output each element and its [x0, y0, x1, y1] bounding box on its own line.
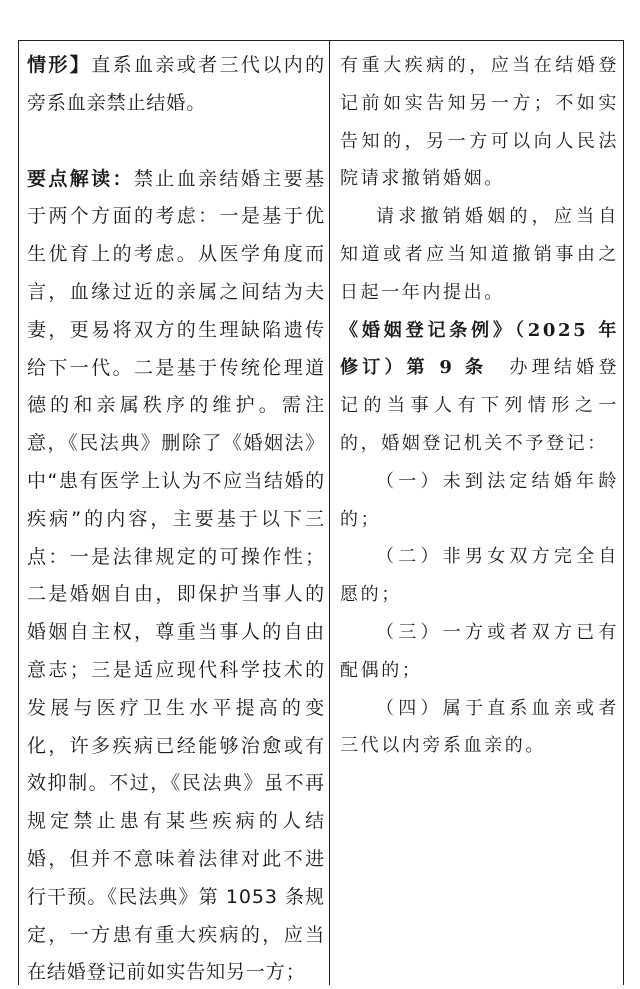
left-p1-heading: 情形】 — [27, 54, 92, 76]
list-item: （一）未到法定结婚年龄的； — [340, 470, 619, 530]
left-paragraph-2 — [27, 161, 325, 985]
right-column — [330, 41, 623, 985]
content-table — [18, 40, 624, 985]
left-paragraph-1 — [27, 47, 325, 123]
right-p3-heading: 《婚姻登记条例》（2025 年修订）第 9 条 — [340, 319, 619, 379]
left-p2-heading: 要点解读： — [27, 167, 134, 190]
list-item: （二）非男女双方完全自愿的； — [340, 546, 619, 606]
right-paragraph-2: 请求撤销婚姻的，应当自知道或者应当知道撤销事由之日起一年内提出。 — [340, 206, 619, 303]
right-p3-text: 办理结婚登记的当事人有下列情形之一的，婚姻登记机关不予登记： — [340, 357, 620, 454]
list-item: （三）一方或者双方已有配偶的； — [340, 621, 619, 681]
right-paragraph-1: 有重大疾病的，应当在结婚登记前如实告知另一方；不如实告知的，另一方可以向人民法院请求撤销婚姻。 — [340, 55, 619, 190]
left-p1-text: 直系血亲或者三代以内的旁系血亲禁止结婚。 — [27, 54, 326, 114]
left-p2-text: 禁止血亲结婚主要基于两个方面的考虑：一是基于优生优育上的考虑。从医学角度而言，血缘过近的亲属之间结为夫妻，更易将双方的生理缺陷遗传给下一代。二是基于传统伦理道德的和亲属秩序的维护。需注意，《民法典》删除了《婚姻法》中“患有医学上认为不应当结婚的疾病”的内容，主要基于以下三点：一是法律规定的可操作性；二是婚姻自由，即保护当事人的婚姻自主权，尊重当事人的自由意志；三是适应现代科学技术的发展与医疗卫生水平提高的变化，许多疾病已经能够治愈或有效抑制。不过，《民法典》虽不再规定禁止患有某些疾病的人结婚，但并不意味着法律对此不进行干预。《民法典》第 1053 条规定，一方患有重大疾病的，应当在结婚登记前如实告知另一方； — [27, 167, 325, 984]
list-item: （四）属于直系血亲或者三代以内旁系血亲的。 — [340, 697, 619, 757]
left-column — [19, 41, 330, 985]
right-paragraph-3 — [340, 312, 619, 463]
